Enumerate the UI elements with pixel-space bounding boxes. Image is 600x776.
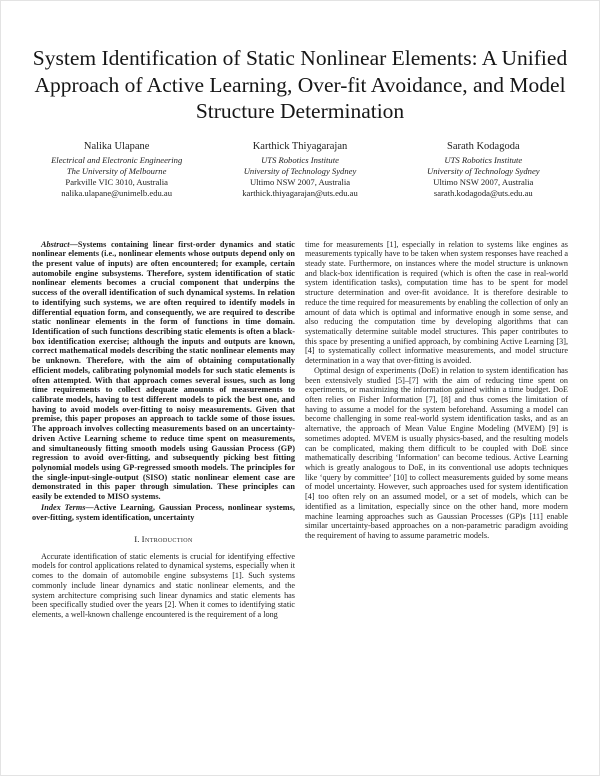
- intro-paragraph-right-2: Optimal design of experiments (DoE) in relation to system identification has been extensively studied [5]–[7] with the aim of reducing time spent on experiments, or maximizing the information gained within a time budget. DoE often relies on Fisher Information [7], [8] and thus comes the limitation of having to assume a model for the system beforehand. Assuming a model can become challenging in some real-world system identification tasks, and as an alternative, the approach of Mean Value Engine Modeling (MVEM) [9] is sometimes adopted. MVEM is usually physics-based, and the resulting models can be complicated, making them difficult to be coupled with DoE since mathematically describing ‘Information’ can become tedious. Active Learning which is greatly analogous to DoE, in its conventional use adopts techniques like ‘query by committee’ [10] to collect measurements guided by some means of model uncertainty. However, such approaches used for system identification [4] too often rely on an assumed model, or a set of models, which can be identified as a limitation, especially since on the other hand, more modern machine learning approaches such as Gaussian Processes (GP)s [11] enable similar uncertainty-based approaches on a non-parametric paradigm avoiding the requirement of having to assume parametric models.: [305, 365, 568, 541]
- index-terms-label: Index Terms—: [41, 502, 94, 512]
- section-title: Introduction: [141, 534, 193, 545]
- author-email: karthick.thiyagarajan@uts.edu.au: [242, 187, 358, 198]
- author-org: University of Technology Sydney: [427, 166, 540, 177]
- author-address: Ultimo NSW 2007, Australia: [433, 176, 534, 187]
- section-number: I.: [134, 534, 140, 545]
- author-email: sarath.kodagoda@uts.edu.au: [433, 187, 533, 198]
- author-block-2: [208, 140, 391, 199]
- author-org: The University of Melbourne: [66, 166, 167, 177]
- section-heading-introduction: [32, 534, 295, 544]
- index-terms-text: Active Learning, Gaussian Process, nonlinear systems, over-fitting, system identification, uncertainty: [32, 502, 295, 522]
- left-column: [32, 240, 295, 620]
- abstract-label: Abstract—: [41, 239, 78, 249]
- intro-paragraph-left: Accurate identification of static elements is crucial for identifying effective models for control applications related to dynamical systems, especially when it comes to the domain of automobile engine subsystems [1]. Such systems commonly include linear dynamics and static nonlinear elements, and the system architecture comprising such linear dynamics and static elements has been specifically studied over the years [2]. When it comes to identifying static elements, a well-known challenge encountered is the requirement of a long: [32, 551, 295, 620]
- author-name: Nalika Ulapane: [83, 140, 150, 152]
- body-columns: [1, 240, 599, 620]
- authors-row: [1, 125, 599, 199]
- author-email: nalika.ulapane@unimelb.edu.au: [61, 187, 173, 198]
- abstract-paragraph: [32, 240, 295, 502]
- author-dept: UTS Robotics Institute: [261, 155, 339, 166]
- paper-title: System Identification of Static Nonlinear Elements: A Unified Approach of Active Learning, Over-fit Avoidance, and Model Structure Determination: [32, 46, 568, 124]
- author-block-1: [25, 140, 208, 199]
- intro-paragraph-right-continued: time for measurements [1], especially in relation to systems like engines as measurements typically have to be taken when system responses have reached a steady state. Furthermore, on instances where the model structure is unknown and black-box identification is required (which is often the case in real-world system identification tasks), computation time has to be spent for model structure determination and over-fit avoidance. It is therefore desirable to reduce the time required for measurements by enabling the collection of only an amount of data which is optimal and informative enough in some sense, and also reducing the computation time by developing algorithms that can systematically determine suitable model structures. This paper contributes to this space by presenting a unified approach, by combining Active Learning [3], [4] to systematically collect informative measurements, and model structure determination in a way that over-fitting is avoided.: [305, 239, 568, 366]
- author-name: Karthick Thiyagarajan: [252, 140, 348, 152]
- author-address: Parkville VIC 3010, Australia: [65, 176, 168, 187]
- author-block-3: [392, 140, 575, 199]
- abstract-text: Systems containing linear first-order dynamics and static nonlinear elements (i.e., nonlinear elements whose outputs depend only on the present value of inputs) are often encountered; for example, certain automobile engine subsystems. Therefore, system identification of static nonlinear elements becomes a crucial component that underpins the success of the overall identification of such dynamical systems. In relation to identifying such systems, we are often required to identify models in differential equation form, and consequently, we are required to describe static nonlinear elements in the form of functions in time domain. Identification of such functions describing static elements is often a black-box identification exercise; although the inputs and outputs are known, correct mathematical models describing the static nonlinear elements may be unknown. Therefore, with the aim of obtaining computationally efficient models, calibrating polynomial models for such static elements is often attempted. With that approach comes several issues, such as long time requirements to collect adequate amounts of measurements to calibrate models, having to test different models to pick the best one, and having to avoid models over-fitting to noisy measurements. Given that premise, this paper proposes an approach to tackle some of those issues. The approach involves collecting measurements based on an uncertainty-driven Active Learning scheme to reduce time spent on measurements, and simultaneously fitting smooth models using Gaussian Process (GP) regression to avoid over-fitting, and subsequently picking best fitting polynomial models using GP-regressed smooth models. The principles for the single-input-single-output (SISO) static nonlinear element case are demonstrated in this paper through simulation. These principles can easily be extended to MISO systems.: [32, 239, 295, 502]
- author-dept: Electrical and Electronic Engineering: [51, 155, 183, 166]
- author-org: University of Technology Sydney: [243, 166, 357, 177]
- index-terms-paragraph: [32, 503, 295, 522]
- author-address: Ultimo NSW 2007, Australia: [249, 176, 351, 187]
- right-column: [305, 240, 568, 620]
- author-dept: UTS Robotics Institute: [444, 155, 523, 166]
- author-name: Sarath Kodagoda: [447, 140, 520, 152]
